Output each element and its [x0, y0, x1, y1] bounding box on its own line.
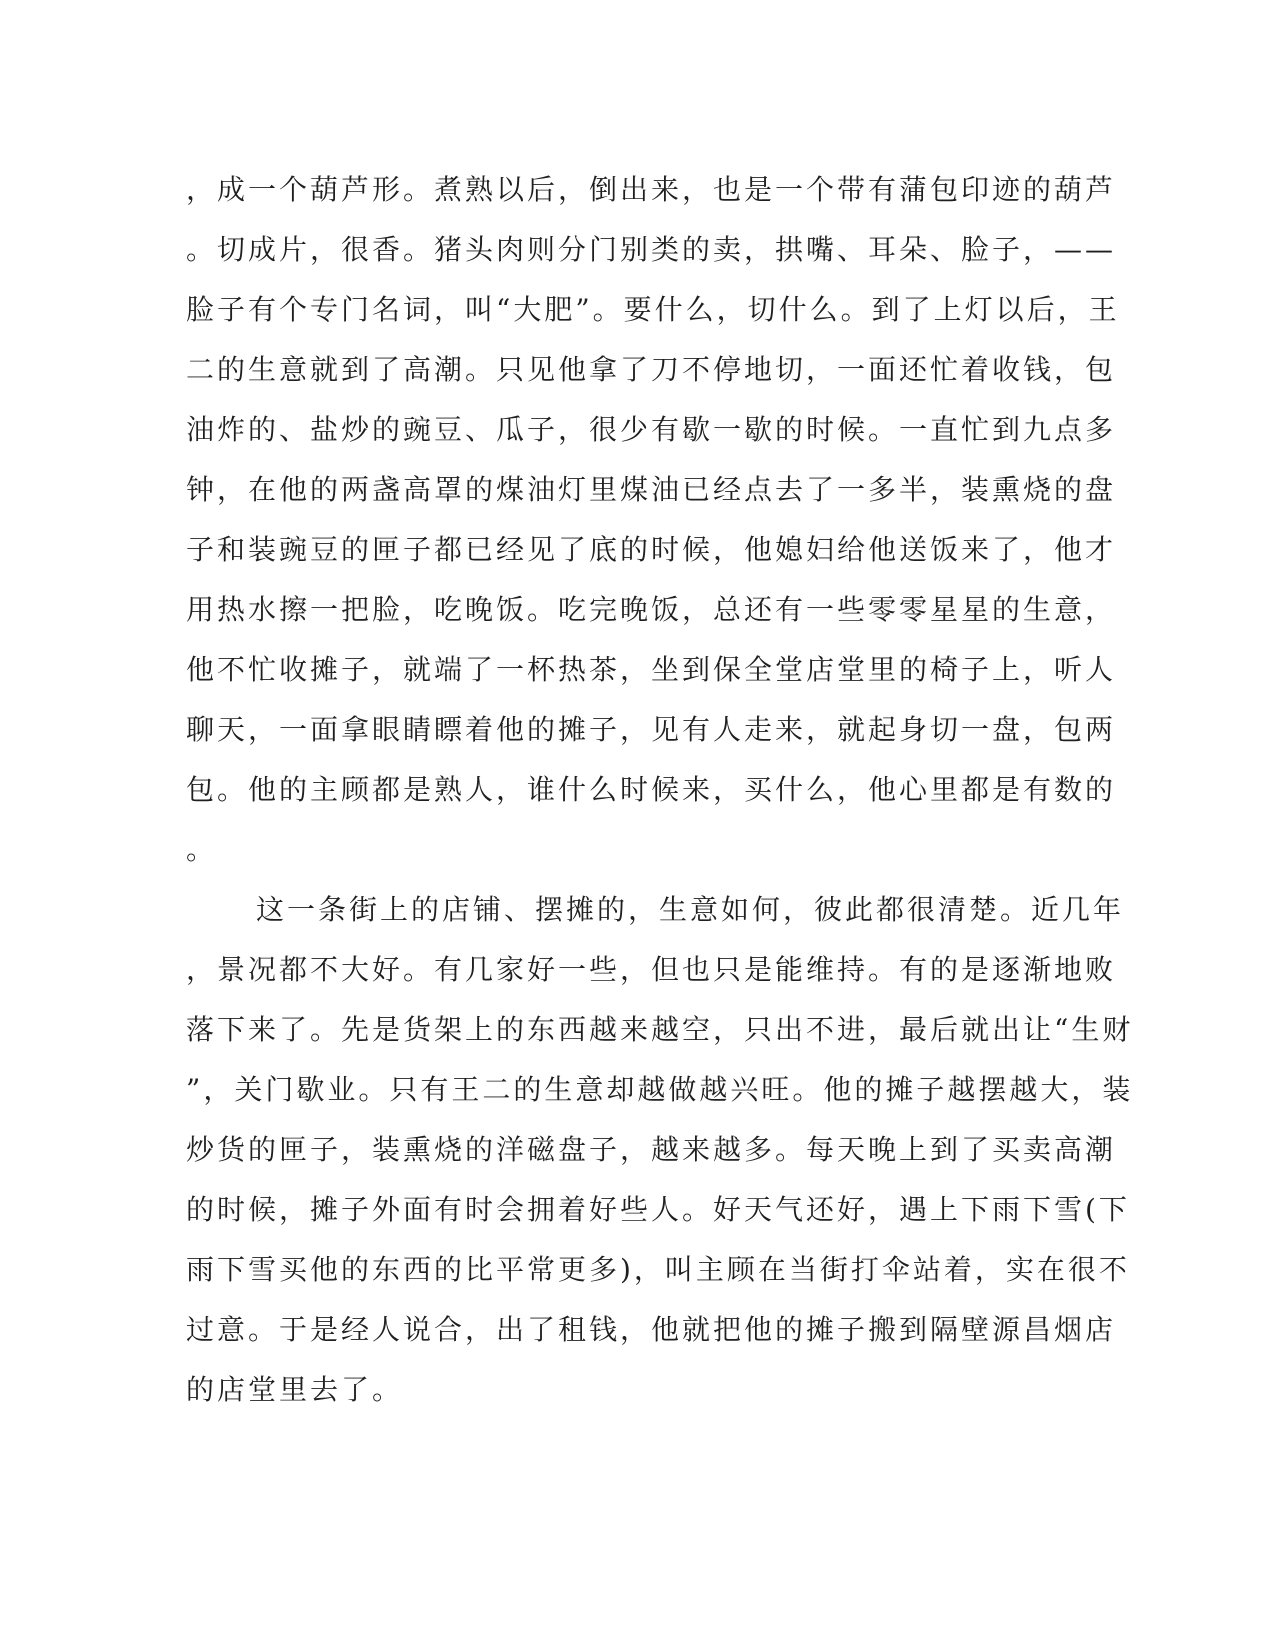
paragraph-2-line-6: 的时候，摊子外面有时会拥着好些人。好天气还好，遇上下雨下雪(下 [186, 1193, 1130, 1226]
paragraph-2-line-1: 这一条街上的店铺、摆摊的，生意如何，彼此都很清楚。近几年 [256, 893, 1125, 926]
document-body [186, 160, 1134, 1420]
paragraph-2-line-2: ，景况都不大好。有几家好一些，但也只是能维持。有的是逐渐地败 [186, 953, 1117, 986]
paragraph-1-line-5: 油炸的、盐炒的豌豆、瓜子，很少有歇一歇的时候。一直忙到九点多 [186, 413, 1117, 446]
paragraph-2-line-3: 落下来了。先是货架上的东西越来越空，只出不进，最后就出让“生财 [186, 1013, 1134, 1046]
paragraph-1-line-9: 他不忙收摊子，就端了一杯热茶，坐到保全堂店堂里的椅子上，听人 [186, 653, 1117, 686]
paragraph-1-line-12: 。 [186, 833, 218, 866]
paragraph-2-line-8: 过意。于是经人说合，出了租钱，他就把他的摊子搬到隔壁源昌烟店 [186, 1313, 1117, 1346]
paragraph-1-line-10: 聊天，一面拿眼睛瞟着他的摊子，见有人走来，就起身切一盘，包两 [186, 713, 1117, 746]
paragraph-1-line-7: 子和装豌豆的匣子都已经见了底的时候，他媳妇给他送饭来了，他才 [186, 533, 1117, 566]
paragraph-1-line-8: 用热水擦一把脸，吃晚饭。吃完晚饭，总还有一些零零星星的生意， [186, 593, 1117, 626]
paragraph-1-line-4: 二的生意就到了高潮。只见他拿了刀不停地切，一面还忙着收钱，包 [186, 353, 1117, 386]
paragraph-2-line-4: ”，关门歇业。只有王二的生意却越做越兴旺。他的摊子越摆越大，装 [186, 1073, 1134, 1106]
paragraph-2-line-7: 雨下雪买他的东西的比平常更多)，叫主顾在当街打伞站着，实在很不 [186, 1253, 1130, 1286]
paragraph-1-line-1: ，成一个葫芦形。煮熟以后，倒出来，也是一个带有蒲包印迹的葫芦 [186, 173, 1117, 206]
paragraph-1-line-2: 。切成片，很香。猪头肉则分门别类的卖，拱嘴、耳朵、脸子，—— [186, 233, 1117, 266]
paragraph-2-line-5: 炒货的匣子，装熏烧的洋磁盘子，越来越多。每天晚上到了买卖高潮 [186, 1133, 1117, 1166]
paragraph-1-line-6: 钟，在他的两盏高罩的煤油灯里煤油已经点去了一多半，装熏烧的盘 [186, 473, 1117, 506]
paragraph-2-line-9: 的店堂里去了。 [186, 1373, 404, 1406]
paragraph-1-line-11: 包。他的主顾都是熟人，谁什么时候来，买什么，他心里都是有数的 [186, 773, 1117, 806]
paragraph-1-line-3: 脸子有个专门名词，叫“大肥”。要什么，切什么。到了上灯以后，王 [186, 293, 1120, 326]
